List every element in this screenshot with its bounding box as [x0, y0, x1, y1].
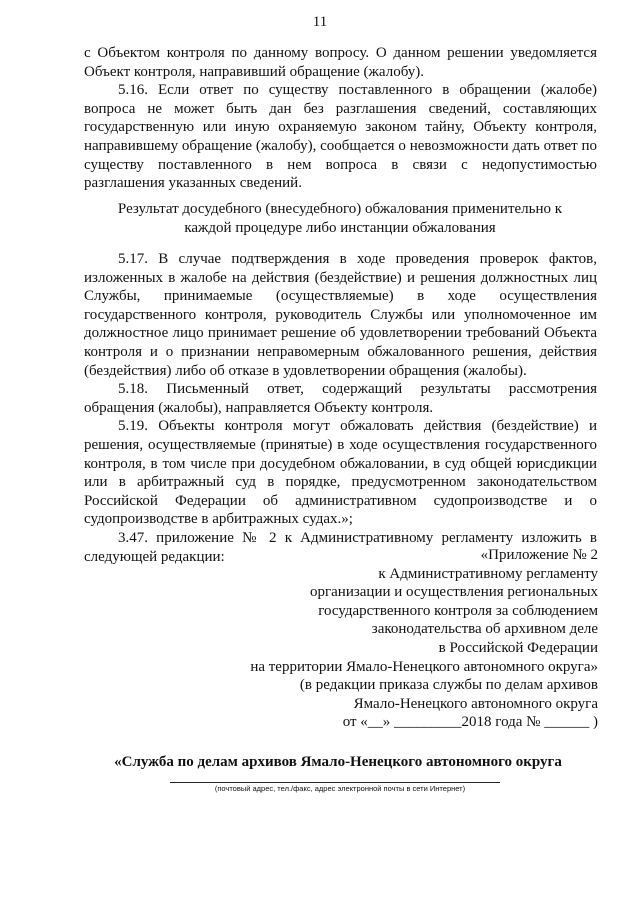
appendix-line: организации и осуществления региональных	[309, 584, 598, 601]
appendix-line: Ямало-Ненецкого автономного округа	[353, 695, 598, 712]
appendix-line: в Российской Федерации	[438, 639, 598, 656]
paragraph-3-47: 3.47. приложение № 2 к Административному регламенту изложить в следующей редакции:	[84, 529, 597, 565]
paragraph-5-17: 5.17. В случае подтверждения в ходе проведения проверок фактов, изложенных в жалобе на действия (бездействие) и решения должностных лиц Службы, принимаемые (осуществляемые) в ходе осуществления государственного контроля, руководитель Службы или уполномоченное им должностное лицо принимает решение об удовлетворении требований Объекта контроля и о признании неправомерным обжалованного решения, действия (бездействия) либо об отказе в удовлетворении обращения (жалобы).	[84, 251, 597, 379]
paragraph-5-18: 5.18. Письменный ответ, содержащий результаты рассмотрения обращения (жалобы), направляется Объекту контроля.	[84, 381, 597, 416]
appendix-header	[198, 546, 598, 732]
appendix-line: от «__» _________2018 года № ______ )	[342, 714, 598, 731]
paragraph-5-19: 5.19. Объекты контроля могут обжаловать действия (бездействие) и решения, осуществляемые (принятые) в ходе осуществления государственного контроля, в том числе при досудебном обжаловании, в суд общей юрисдикции или в арбитражный суд в порядке, предусмотренном законодательством Российской Федерации об административном судопроизводстве и о судопроизводстве в арбитражных судах.»;	[84, 418, 597, 528]
address-note: (почтовый адрес, тел./факс, адрес электронной почты в сети Интернет)	[214, 784, 466, 793]
appendix-line: государственного контроля за соблюдением	[318, 602, 598, 619]
page-number: 11	[312, 14, 328, 30]
main-text-block	[84, 250, 597, 566]
organization-title: «Служба по делам архивов Ямало-Ненецкого автономного округа	[114, 754, 562, 770]
paragraph-5-16: 5.16. Если ответ по существу поставленного в обращении (жалобе) вопроса не может быть дан без разглашения сведений, составляющих государственную или иную охраняемую законом тайну, Объекту контроля, направившему обращение (жалобу), сообщается о невозможности дать ответ по существу поставленного в нем вопроса в связи с недопустимостью разглашения указанных сведений.	[84, 82, 597, 192]
top-text-block	[84, 44, 597, 193]
appendix-line: к Административному регламенту	[378, 565, 598, 582]
appendix-line: (в редакции приказа службы по делам архивов	[299, 677, 598, 694]
appendix-line: на территории Ямало-Ненецкого автономного округа»	[250, 658, 598, 675]
section-heading: Результат досудебного (внесудебного) обжалования применительно к каждой процедуре либо инстанции обжалования	[117, 201, 563, 236]
paragraph-continuation: с Объектом контроля по данному вопросу. О данном решении уведомляется Объект контроля, направивший обращение (жалобу).	[84, 45, 597, 80]
appendix-line: «Приложение № 2	[480, 547, 598, 563]
appendix-line: законодательства об архивном деле	[371, 621, 598, 638]
address-underline	[170, 782, 500, 783]
